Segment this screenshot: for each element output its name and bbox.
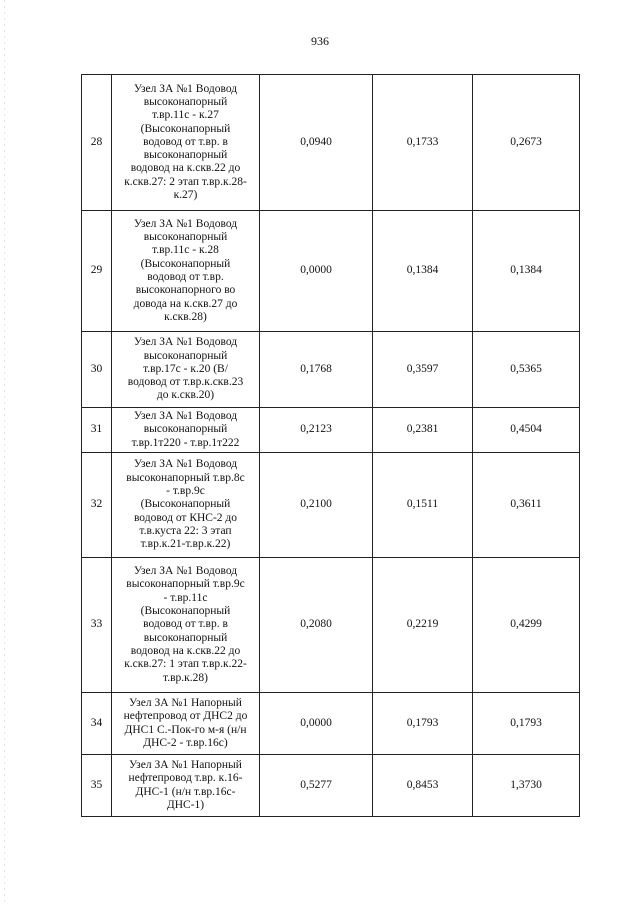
row-description: Узел ЗА №1 Напорный нефтепровод от ДНС2 до ДНС1 С.-Пок-го м-я (н/н ДНС-2 - т.вр.16с) [112, 693, 260, 755]
data-table-container [81, 74, 579, 817]
row-value-1: 0,0000 [260, 693, 373, 755]
table-row [82, 211, 580, 332]
row-value-3: 0,5365 [473, 332, 580, 408]
table-row [82, 558, 580, 693]
row-value-1: 0,2080 [260, 558, 373, 693]
row-description: Узел ЗА №1 Водовод высоконапорный т.вр.8с - т.вр.9с (Высоконапорный водовод от КНС-2 до т.в.куста 22: 3 этап т.вр.к.21-т.вр.к.22) [112, 453, 260, 558]
row-value-1: 0,2100 [260, 453, 373, 558]
row-value-1: 0,1768 [260, 332, 373, 408]
scan-margin-artifact [4, 0, 5, 905]
row-value-2: 0,1733 [373, 75, 473, 211]
table-row [82, 75, 580, 211]
row-description: Узел ЗА №1 Водовод высоконапорный т.вр.9с - т.вр.11с (Высоконапорный водовод от т.вр. в высоконапорный водовод на к.скв.22 до к.скв.27: 1 этап т.вр.к.22- т.вр.к.28) [112, 558, 260, 693]
row-value-3: 1,3730 [473, 755, 580, 817]
table-row [82, 755, 580, 817]
row-value-3: 0,4299 [473, 558, 580, 693]
row-value-1: 0,0940 [260, 75, 373, 211]
row-value-2: 0,8453 [373, 755, 473, 817]
row-value-3: 0,2673 [473, 75, 580, 211]
row-value-3: 0,3611 [473, 453, 580, 558]
data-table [81, 74, 580, 817]
row-description: Узел ЗА №1 Напорный нефтепровод т.вр. к.16- ДНС-1 (н/н т.вр.16с- ДНС-1) [112, 755, 260, 817]
row-value-2: 0,1384 [373, 211, 473, 332]
row-value-2: 0,2219 [373, 558, 473, 693]
row-value-2: 0,1793 [373, 693, 473, 755]
row-value-1: 0,2123 [260, 408, 373, 453]
row-value-2: 0,2381 [373, 408, 473, 453]
row-number: 35 [82, 755, 112, 817]
table-row [82, 332, 580, 408]
row-description: Узел ЗА №1 Водовод высоконапорный т.вр.1т220 - т.вр.1т222 [112, 408, 260, 453]
row-number: 28 [82, 75, 112, 211]
row-description: Узел ЗА №1 Водовод высоконапорный т.вр.11с - к.28 (Высоконапорный водовод от т.вр. высоконапорного во довода на к.скв.27 до к.скв.28) [112, 211, 260, 332]
row-value-2: 0,3597 [373, 332, 473, 408]
row-number: 30 [82, 332, 112, 408]
row-number: 34 [82, 693, 112, 755]
row-value-2: 0,1511 [373, 453, 473, 558]
row-value-3: 0,1793 [473, 693, 580, 755]
row-value-1: 0,5277 [260, 755, 373, 817]
row-number: 32 [82, 453, 112, 558]
row-value-3: 0,4504 [473, 408, 580, 453]
row-number: 31 [82, 408, 112, 453]
row-value-1: 0,0000 [260, 211, 373, 332]
page-number: 936 [311, 34, 329, 48]
table-row [82, 693, 580, 755]
table-row [82, 453, 580, 558]
row-description: Узел ЗА №1 Водовод высоконапорный т.вр.11с - к.27 (Высоконапорный водовод от т.вр. в высоконапорный водовод на к.скв.22 до к.скв.27: 2 этап т.вр.к.28- к.27) [112, 75, 260, 211]
row-number: 33 [82, 558, 112, 693]
row-description: Узел ЗА №1 Водовод высоконапорный т.вр.17с - к.20 (В/ водовод от т.вр.к.скв.23 до к.скв.20) [112, 332, 260, 408]
row-number: 29 [82, 211, 112, 332]
row-value-3: 0,1384 [473, 211, 580, 332]
table-row [82, 408, 580, 453]
